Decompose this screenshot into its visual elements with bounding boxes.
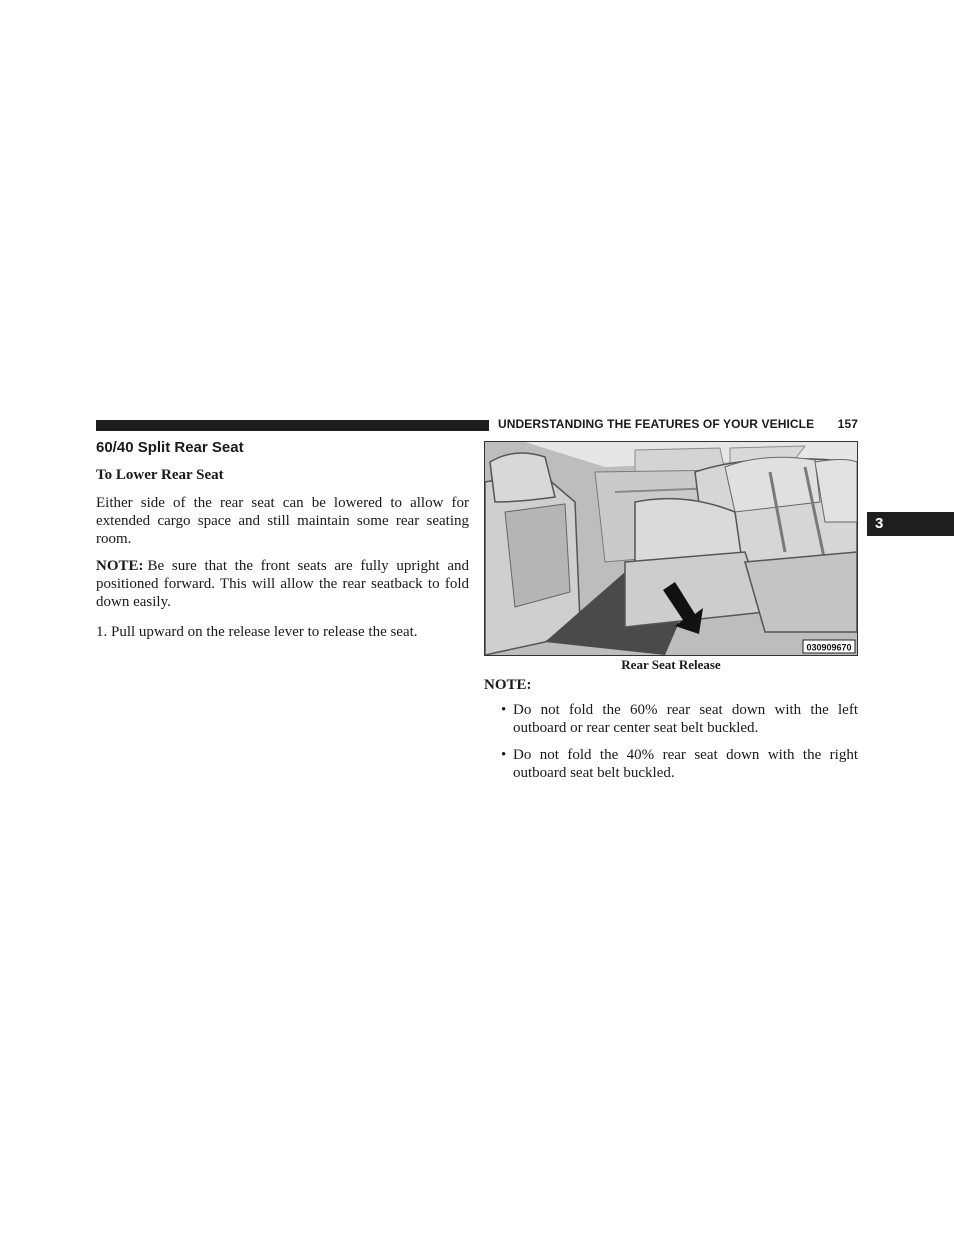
- list-item-text: Do not fold the 60% rear seat down with the left outboard or rear center seat belt buckled.: [513, 702, 858, 736]
- bullet-icon: •: [501, 702, 507, 718]
- subsection-title: To Lower Rear Seat: [96, 467, 224, 483]
- intro-paragraph: Either side of the rear seat can be lowered to allow for extended cargo space and still maintain some rear seating room.: [96, 495, 469, 547]
- image-code: 030909670: [806, 642, 852, 653]
- list-item: [497, 746, 858, 782]
- note-text: Be sure that the front seats are fully upright and positioned forward. This will allow the rear seatback to fold down easily.: [96, 558, 469, 610]
- note-label: NOTE:: [96, 558, 144, 574]
- note-paragraph: [96, 557, 469, 611]
- section-title: 60/40 Split Rear Seat: [96, 439, 244, 456]
- step-1: 1. Pull upward on the release lever to release the seat.: [96, 624, 418, 640]
- bullet-icon: •: [501, 747, 507, 763]
- running-title: UNDERSTANDING THE FEATURES OF YOUR VEHICLE: [498, 417, 815, 431]
- page-number: 157: [837, 417, 858, 431]
- notes-list: [497, 701, 858, 791]
- rear-seat-photo: [484, 441, 858, 656]
- list-item: [497, 701, 858, 737]
- notes-heading: NOTE:: [484, 677, 532, 693]
- list-item-text: Do not fold the 40% rear seat down with the right outboard seat belt buckled.: [513, 747, 858, 781]
- header-rule: [96, 420, 489, 431]
- running-header: [498, 417, 858, 433]
- chapter-tab: 3: [867, 512, 954, 536]
- figure-caption: Rear Seat Release: [621, 657, 721, 672]
